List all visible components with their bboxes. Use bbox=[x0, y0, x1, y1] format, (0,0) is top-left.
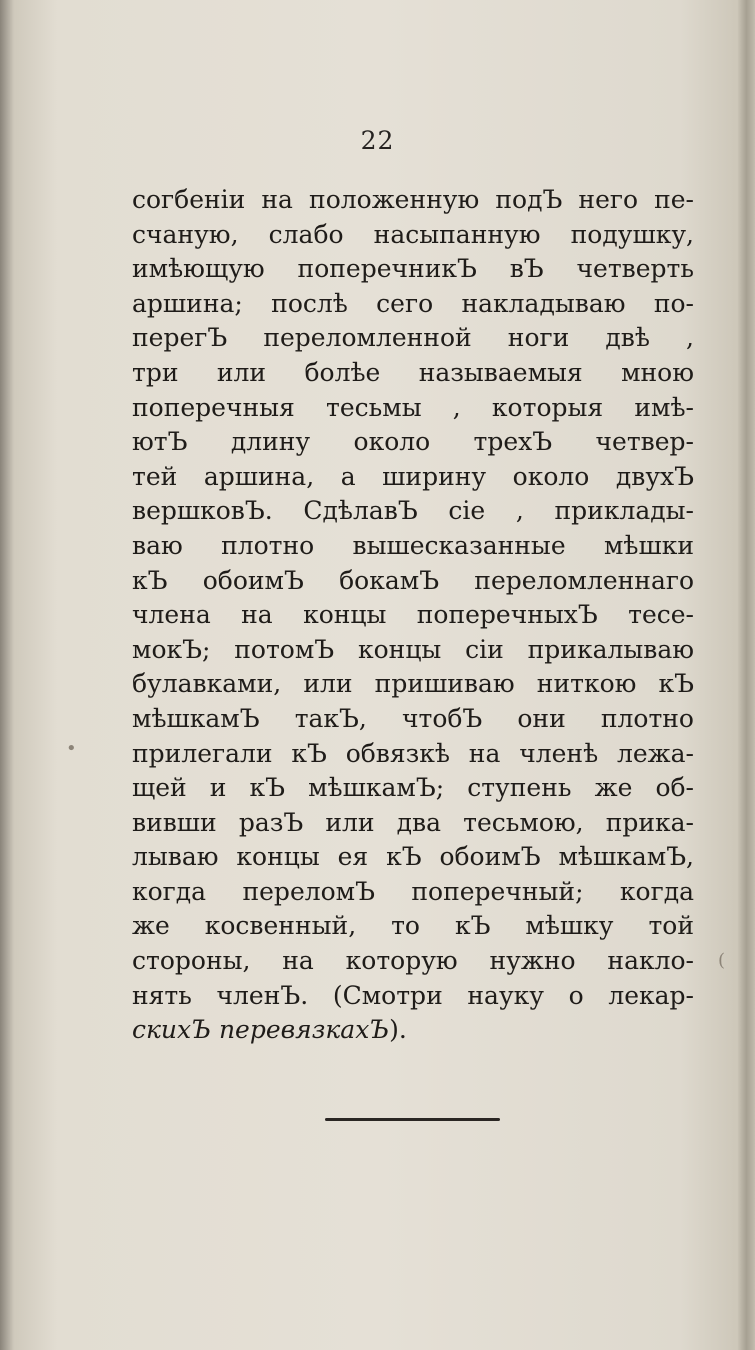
text-line-23: стороны, на которую нужно накло- bbox=[132, 946, 694, 976]
text-line-5: перегЪ переломленной ноги двѣ , bbox=[132, 323, 694, 353]
text-line-1: согбеніи на положенную подЪ него пе- bbox=[132, 185, 694, 214]
book-spine-shadow bbox=[0, 0, 14, 1350]
page-number: 22 bbox=[360, 126, 395, 155]
print-speck: • bbox=[66, 738, 77, 759]
text-line-16: мѣшкамЪ такЪ, чтобЪ они плотно bbox=[132, 703, 694, 733]
text-line-19: вивши разЪ или два тесьмою, прика- bbox=[132, 807, 694, 837]
text-line-17: прилегали кЪ обвязкѣ на членѣ лежа- bbox=[132, 738, 694, 768]
text-line-22: же косвенный, то кЪ мѣшку той bbox=[132, 911, 694, 941]
closing-punctuation: ). bbox=[389, 1015, 407, 1045]
text-line-11: ваю плотно вышесказанные мѣшки bbox=[132, 530, 694, 560]
text-line-4: аршина; послѣ сего накладываю по- bbox=[132, 288, 694, 318]
text-line-13: члена на концы поперечныхЪ тесе- bbox=[132, 600, 694, 630]
text-line-7: поперечныя тесьмы , которыя имѣ- bbox=[132, 392, 694, 422]
end-rule bbox=[325, 1118, 500, 1121]
text-line-18: щей и кЪ мѣшкамЪ; ступень же об- bbox=[132, 773, 694, 803]
text-line-10: вершковЪ. СдѣлавЪ сіе , приклады- bbox=[132, 496, 694, 526]
body-text bbox=[132, 183, 694, 1048]
text-line-9: тей аршина, а ширину около двухЪ bbox=[132, 461, 694, 491]
text-line-24: нять членЪ. (Смотри науку о лекар- bbox=[132, 980, 694, 1010]
margin-mark: ( bbox=[718, 950, 726, 971]
text-line-21: когда переломЪ поперечный; когда bbox=[132, 876, 694, 906]
text-line-20: лываю концы ея кЪ обоимЪ мѣшкамЪ, bbox=[132, 842, 694, 872]
text-line-3: имѣющую поперечникЪ вЪ четверть bbox=[132, 254, 694, 284]
text-line-14: мокЪ; потомЪ концы сіи прикалываю bbox=[132, 634, 694, 664]
italic-reference: скихЪ перевязкахЪ bbox=[132, 1015, 390, 1045]
text-line-15: булавками, или пришиваю ниткою кЪ bbox=[132, 669, 694, 699]
text-line-12: кЪ обоимЪ бокамЪ переломленнаго bbox=[132, 565, 694, 595]
text-line-6: три или болѣе называемыя мною bbox=[132, 357, 694, 387]
text-line-8: ютЪ длину около трехЪ четвер- bbox=[132, 427, 694, 457]
page-edge bbox=[738, 0, 755, 1350]
text-line-25 bbox=[132, 1013, 694, 1048]
text-line-2: счаную, слабо насыпанную подушку, bbox=[132, 219, 694, 249]
